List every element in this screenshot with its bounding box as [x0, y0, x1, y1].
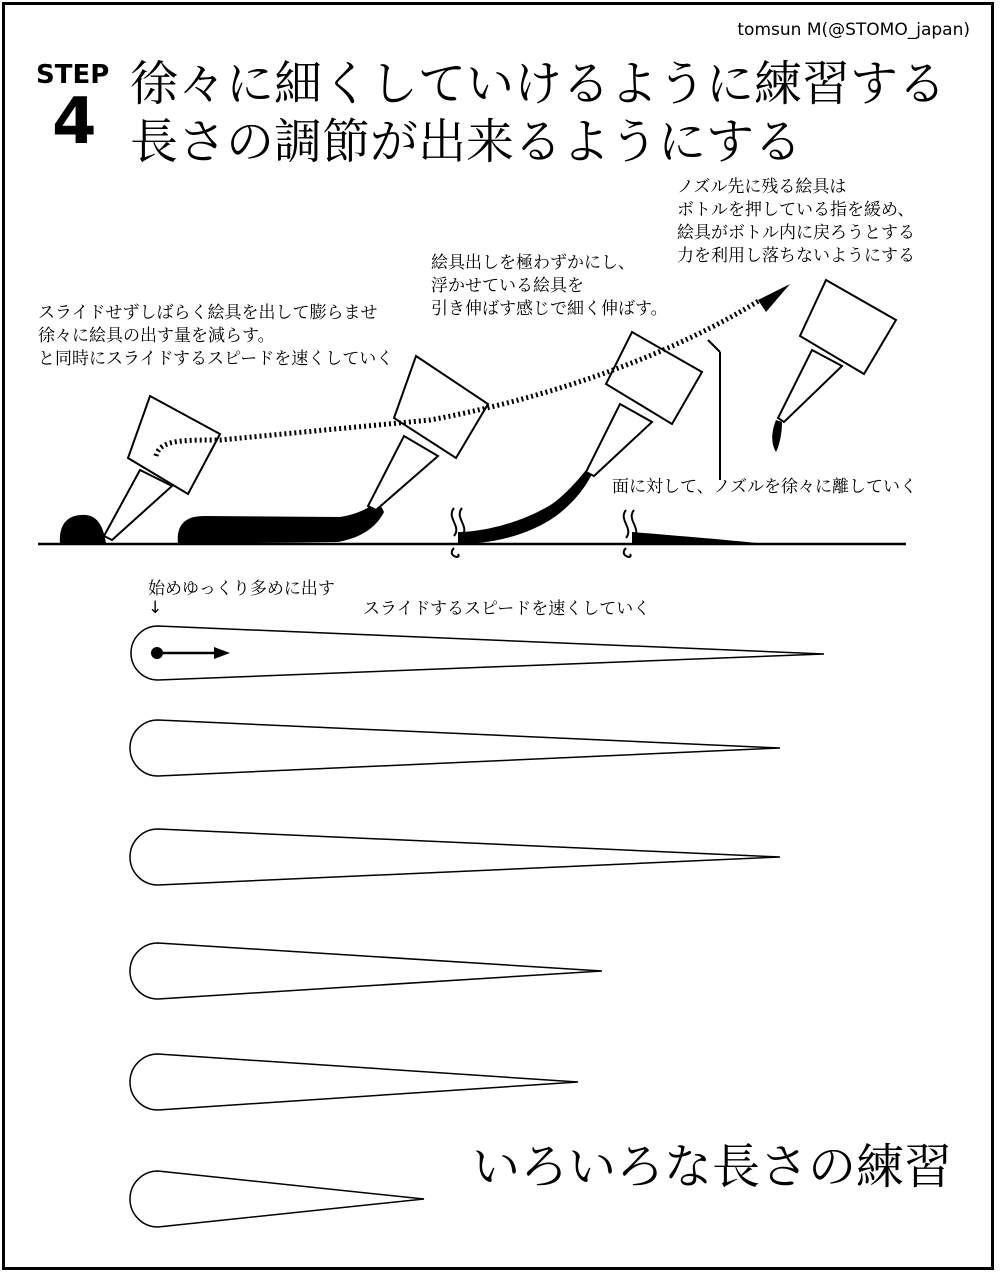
practice-stroke-3: [130, 829, 780, 885]
practice-stroke-6: [130, 1171, 424, 1227]
credit: tomsun M(@STOMO_japan): [737, 20, 970, 40]
title-line-2: 長さの調節が出来るようにする: [130, 114, 803, 170]
practice-stroke-1: [131, 626, 824, 680]
bottom-title: いろいろな長さの練習: [472, 1139, 953, 1195]
paint-blob-2: [178, 500, 384, 544]
bottle-4: [778, 280, 896, 422]
note-nozzle-tip: ノズル先に残る絵具は ボトルを押している指を緩め、 絵具がボトル内に戻ろうとする 力を利用し落ちないようにする: [677, 177, 915, 266]
paint-stroke-3: [458, 470, 592, 544]
paint-blob-1: [60, 515, 106, 544]
paint-stroke-4: [632, 532, 766, 544]
break-mark-1-lower: [452, 548, 459, 557]
break-mark-2-lower: [624, 548, 631, 557]
start-label: 始めゆっくり多めに出す: [148, 579, 335, 599]
bottle-3: [586, 332, 702, 476]
note-lift-nozzle: 面に対して、ノズルを徐々に離していく: [612, 477, 917, 497]
note-slide-slowly: スライドせずしばらく絵具を出して膨らませ 徐々に絵具の出す量を減らす。 と同時にスライドするスピードを速くしていく: [38, 303, 394, 369]
start-arrow: ↓: [148, 598, 163, 618]
step-label: STEP: [36, 60, 110, 90]
practice-stroke-5: [130, 1054, 578, 1110]
break-mark-1: [452, 508, 465, 536]
speed-label: スライドするスピードを速くしていく: [363, 599, 651, 619]
title-line-1: 徐々に細くしていけるように練習する: [130, 56, 947, 112]
step-number: 4: [52, 85, 97, 159]
leader-line-1: [708, 340, 720, 352]
bottle-2: [368, 356, 488, 510]
nozzle-paint-tip: [772, 420, 782, 452]
practice-stroke-2: [130, 720, 780, 776]
note-float: 絵具出しを極わずかにし、 浮かせている絵具を 引き伸ばす感じで細く伸ばす。: [431, 253, 668, 319]
trajectory-arrowhead: [758, 284, 790, 312]
practice-stroke-4: [130, 943, 602, 999]
